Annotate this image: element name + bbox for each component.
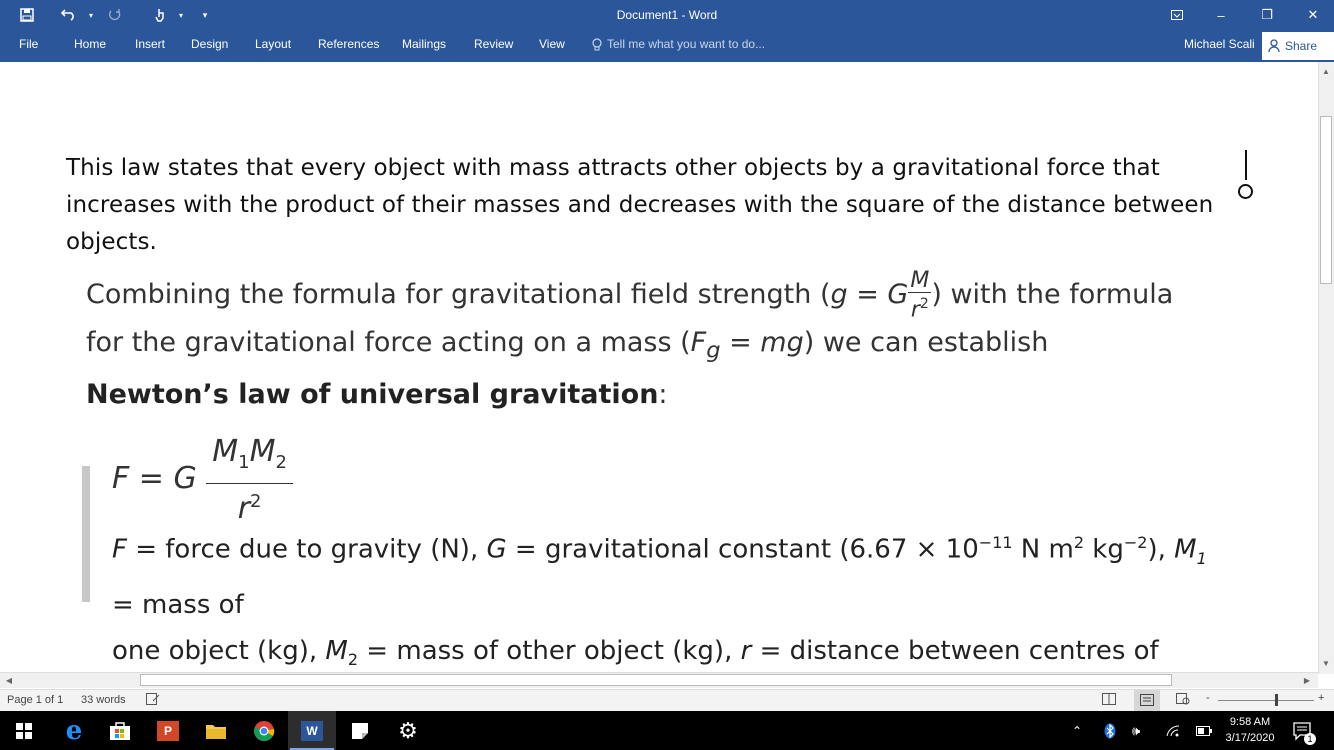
word-count[interactable]: 33 words [81, 694, 126, 706]
scroll-right-icon[interactable]: ▶ [1300, 673, 1314, 687]
text-span: ), [1147, 534, 1175, 565]
def-m2: M [325, 635, 348, 666]
formula-sidebar-bar [82, 466, 90, 602]
document-canvas[interactable] [0, 62, 1318, 674]
start-windows-icon[interactable] [0, 711, 48, 750]
selection-handle[interactable] [1238, 184, 1253, 199]
r: r [237, 491, 251, 526]
m1: M [212, 434, 239, 469]
title-bar [0, 0, 1334, 30]
text-span: = mass of [112, 589, 244, 620]
horizontal-scroll-thumb[interactable] [140, 674, 1172, 686]
m1-sub: 1 [238, 452, 250, 473]
exp: −2 [1123, 533, 1148, 552]
bluetooth-icon[interactable] [1104, 711, 1116, 750]
sticky-notes-icon[interactable] [336, 711, 384, 750]
zoom-slider-thumb[interactable] [1275, 694, 1278, 706]
zoom-out-button[interactable]: - [1206, 692, 1210, 704]
customize-qat-icon[interactable]: ▾ [202, 9, 208, 20]
text-span: ) with the formula for the gravitational force acting on a mass ( [86, 279, 1174, 359]
sub: 2 [347, 650, 359, 670]
edge-browser-icon[interactable]: e [65, 715, 83, 746]
person-icon [1268, 39, 1281, 53]
frac-denominator [908, 293, 931, 321]
undo-dropdown-icon[interactable]: ▾ [88, 10, 93, 20]
touch-dropdown-icon[interactable]: ▾ [178, 10, 183, 20]
text-span: Combining the formula for gravitational field strength ( [86, 279, 831, 311]
status-bar [0, 689, 1334, 711]
tab-references[interactable]: References [318, 37, 380, 51]
formula-numerator [206, 432, 293, 484]
vertical-scroll-thumb[interactable] [1320, 116, 1332, 284]
scroll-down-icon[interactable]: ▼ [1319, 656, 1333, 670]
exp: 2 [1073, 533, 1085, 552]
scroll-up-icon[interactable]: ▲ [1319, 64, 1333, 78]
system-clock[interactable] [1222, 714, 1278, 746]
tell-me-text: Tell me what you want to do... [607, 37, 766, 51]
text-span: = distance between centres of [759, 635, 1159, 666]
math-f: F [690, 327, 707, 359]
user-name[interactable]: Michael Scali [1184, 37, 1255, 51]
chrome-icon[interactable] [240, 711, 288, 750]
text-span: = force due to gravity (N), [126, 534, 487, 565]
math-mg: = mg [720, 327, 804, 359]
file-explorer-icon[interactable] [192, 711, 240, 750]
exp: −11 [978, 533, 1013, 552]
share-label: Share [1285, 39, 1318, 53]
tab-home[interactable]: Home [74, 37, 107, 51]
text-span: kg [1084, 534, 1124, 565]
window-title: Document1 - Word [616, 8, 718, 22]
minimize-button[interactable]: – [1217, 7, 1225, 23]
print-layout-icon[interactable] [1134, 690, 1160, 711]
tab-design[interactable]: Design [191, 37, 229, 51]
volume-icon[interactable]: 🕪 [1132, 722, 1141, 738]
paragraph-law[interactable]: This law states that every object with mass attracts other objects by a gravitational force that increases with the product of their masses and decreases with the square of the distance between objects. [66, 155, 1214, 255]
tab-view[interactable]: View [539, 37, 565, 51]
read-mode-icon[interactable] [1102, 693, 1116, 708]
formula-fraction [206, 432, 293, 527]
math-g-eq: g = G [830, 279, 909, 311]
page-count[interactable]: Page 1 of 1 [7, 694, 64, 706]
gravitation-formula [112, 432, 293, 527]
web-layout-icon[interactable] [1176, 693, 1190, 708]
text-cursor [1245, 150, 1247, 180]
scroll-left-icon[interactable]: ◀ [2, 673, 16, 687]
r-sup: 2 [250, 491, 262, 512]
restore-button[interactable]: ❐ [1261, 7, 1273, 22]
tab-layout[interactable]: Layout [255, 37, 292, 51]
tray-chevron-icon[interactable]: ⌃ [1072, 723, 1083, 738]
m2-sub: 2 [275, 452, 287, 473]
bold-law-name: Newton’s law of universal gravitation [86, 378, 659, 410]
text-span: = gravitational constant (6.67 × 10 [506, 534, 979, 565]
ribbon-display-options-icon[interactable] [1154, 0, 1200, 30]
sub: 1 [1196, 548, 1207, 568]
text-span: ) we can establish [803, 327, 1049, 359]
share-button[interactable] [1262, 32, 1334, 60]
settings-gear-icon[interactable]: ⚙ [398, 717, 418, 743]
def-m1: M [1174, 534, 1197, 565]
battery-icon[interactable] [1196, 711, 1212, 750]
tab-review[interactable]: Review [474, 37, 514, 51]
fraction-m-over-r2 [908, 270, 931, 321]
action-center-icon[interactable] [1292, 711, 1312, 750]
frac-den-sup: 2 [919, 296, 929, 312]
formula-definitions[interactable] [112, 520, 1222, 674]
def-f: F [112, 534, 127, 565]
m2: M [249, 434, 276, 469]
formula-lhs: F = G [112, 461, 197, 496]
powerpoint-icon[interactable]: P [144, 711, 192, 750]
def-r: r [740, 635, 752, 666]
store-icon[interactable] [96, 711, 144, 750]
tab-mailings[interactable]: Mailings [402, 37, 447, 51]
close-button[interactable]: ✕ [1307, 7, 1319, 22]
clock-time: 9:58 AM [1229, 716, 1271, 728]
text-span: = mass of other object (kg), [358, 635, 741, 666]
tab-file[interactable]: File [19, 37, 39, 51]
def-g: G [486, 534, 507, 565]
zoom-in-button[interactable]: + [1318, 692, 1325, 704]
math-f-sub: g [706, 337, 721, 364]
text-span: one object (kg), [112, 635, 326, 666]
proofing-icon[interactable] [146, 693, 160, 708]
text-span: : [658, 378, 668, 410]
ribbon-tabs [0, 30, 1334, 62]
windows-taskbar [0, 711, 1334, 750]
text-span: N m [1012, 534, 1074, 565]
tab-insert[interactable]: Insert [135, 37, 166, 51]
lightbulb-icon [592, 38, 602, 51]
wifi-icon[interactable] [1166, 711, 1180, 750]
frac-numerator: M [910, 268, 930, 293]
notification-badge: 1 [1304, 733, 1316, 745]
paragraph-combining[interactable] [86, 270, 1196, 417]
word-icon[interactable]: W [288, 711, 336, 750]
frac-den-base: r [910, 297, 920, 323]
clock-date: 3/17/2020 [1225, 732, 1275, 744]
zoom-slider-track[interactable] [1218, 700, 1314, 701]
tell-me-search[interactable] [592, 37, 765, 51]
